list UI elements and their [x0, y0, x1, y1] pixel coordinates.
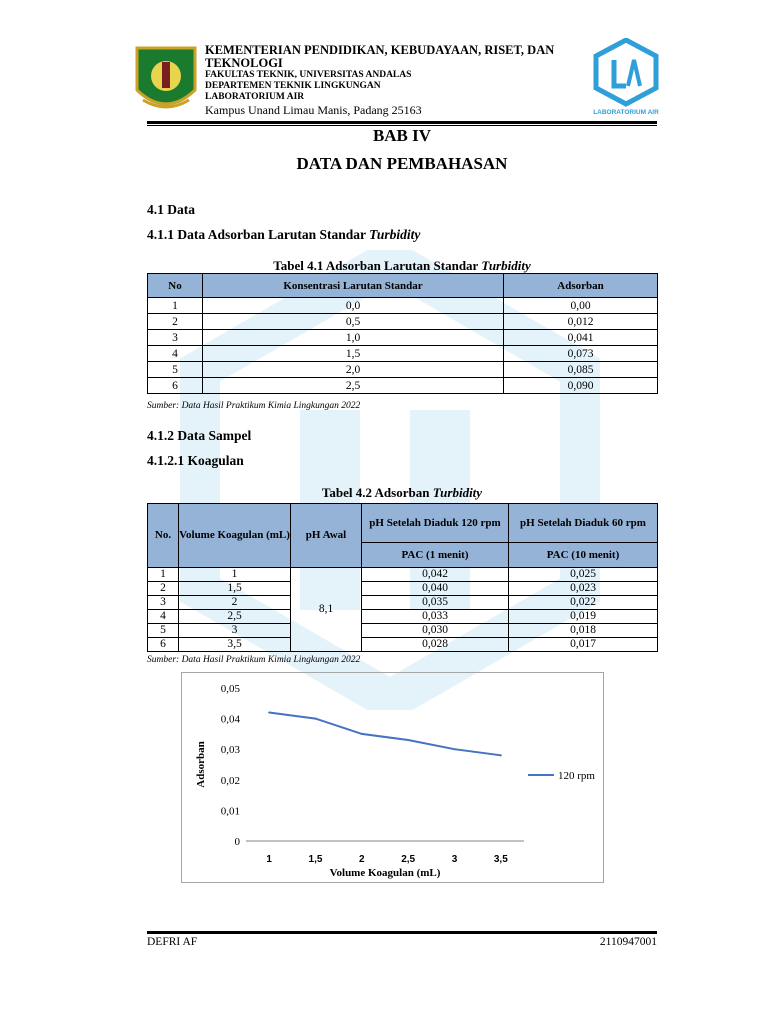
table-cell: 3 — [148, 596, 179, 610]
data-point — [454, 748, 456, 750]
y-axis-label: Adsorban — [195, 741, 207, 788]
table-cell: 2 — [179, 596, 291, 610]
data-point — [500, 754, 502, 756]
table-row — [148, 596, 658, 610]
col-no: No — [148, 274, 203, 298]
data-point — [407, 739, 409, 741]
table-cell: 0,030 — [362, 624, 509, 638]
y-tick-label: 0,05 — [220, 683, 240, 695]
table-row — [148, 362, 658, 378]
table-cell: 0,042 — [362, 568, 509, 582]
address: Kampus Unand Limau Manis, Padang 25163 — [205, 103, 422, 117]
x-tick-label: 2,5 — [401, 854, 416, 865]
table-row — [148, 346, 658, 362]
y-tick-label: 0,02 — [220, 774, 240, 787]
y-tick-label: 0,01 — [220, 805, 240, 818]
col-pac-1: PAC (1 menit) — [362, 543, 509, 568]
table-row — [148, 638, 658, 652]
table-row — [148, 582, 658, 596]
table-cell: 0,028 — [362, 638, 509, 652]
x-tick-label: 3,5 — [493, 854, 508, 865]
x-tick-label: 1 — [266, 854, 272, 865]
legend-label: 120 rpm — [558, 770, 595, 782]
table-cell: 2,5 — [179, 610, 291, 624]
col-ph-60: pH Setelah Diaduk 60 rpm — [509, 504, 658, 543]
table-cell: 0,023 — [509, 582, 658, 596]
table-cell: 0,040 — [362, 582, 509, 596]
table2-caption: Tabel 4.2 Adsorban Turbidity — [321, 485, 483, 500]
table-row — [148, 378, 658, 394]
table-cell: 3 — [148, 330, 203, 346]
footer-student-id: 2110947001 — [599, 936, 657, 948]
table-row — [148, 314, 658, 330]
table-cell: 1 — [179, 568, 291, 582]
table-cell: 1 — [148, 298, 203, 314]
table-cell: 0,085 — [504, 362, 658, 378]
chapter-number: BAB IV — [372, 126, 432, 145]
header-divider — [147, 121, 657, 124]
section-4-1-2: 4.1.2 Data Sampel — [147, 428, 252, 443]
table-row — [148, 610, 658, 624]
y-tick-label: 0 — [234, 836, 240, 848]
col-pac-10: PAC (10 menit) — [509, 543, 658, 568]
col-concentration: Konsentrasi Larutan Standar — [203, 274, 504, 298]
table-cell: 5 — [148, 624, 179, 638]
y-tick-label: 0,04 — [220, 713, 240, 726]
col-absorbance: Adsorban — [504, 274, 658, 298]
table-cell: 6 — [148, 638, 179, 652]
lab-logo-caption: LABORATORIUM AIR — [593, 109, 659, 116]
table-cell: 1,5 — [203, 346, 504, 362]
table-row — [148, 298, 658, 314]
table-cell: 3 — [179, 624, 291, 638]
table-cell: 2 — [148, 314, 203, 330]
table-cell: 5 — [148, 362, 203, 378]
section-4-1-1: 4.1.1 Data Adsorban Larutan Standar Turbidity — [147, 227, 421, 242]
footer-divider — [147, 931, 657, 934]
table-row — [148, 330, 658, 346]
table-cell: 1,5 — [179, 582, 291, 596]
col-volume: Volume Koagulan (mL) — [179, 504, 291, 568]
table-cell: 2,0 — [203, 362, 504, 378]
section-4-1-2-1: 4.1.2.1 Koagulan — [147, 453, 244, 468]
table1-source: Sumber: Data Hasil Praktikum Kimia Lingkungan 2022 — [147, 401, 361, 411]
y-tick-label: 0,03 — [220, 744, 240, 757]
x-tick-label: 3 — [451, 854, 458, 865]
table-cell: 0,035 — [362, 596, 509, 610]
table-cell: 4 — [148, 346, 203, 362]
turbidity-absorbance-table — [147, 503, 658, 652]
x-tick-label: 1,5 — [308, 854, 323, 865]
department-name: DEPARTEMEN TEKNIK LINGKUNGAN — [205, 81, 381, 91]
table-cell: 2,5 — [203, 378, 504, 394]
table-cell: 0,5 — [203, 314, 504, 330]
table-cell: 0,041 — [504, 330, 658, 346]
x-tick-label: 2 — [359, 854, 365, 865]
footer-author: DEFRI AF — [147, 936, 198, 948]
standard-absorbance-table — [147, 273, 658, 394]
table-cell: 1,0 — [203, 330, 504, 346]
table-cell: 0,025 — [509, 568, 658, 582]
ministry-name: KEMENTERIAN PENDIDIKAN, KEBUDAYAAN, RISET, DAN TEKNOLOGI — [205, 43, 555, 70]
col-no: No. — [148, 504, 179, 568]
table-cell: 0,00 — [504, 298, 658, 314]
letterhead — [205, 44, 590, 117]
table-row — [148, 624, 658, 638]
series-line — [269, 712, 501, 755]
table-cell: 0,033 — [362, 610, 509, 624]
x-axis-label: Volume Koagulan (mL) — [329, 867, 441, 879]
col-ph-120: pH Setelah Diaduk 120 rpm — [362, 504, 509, 543]
table-cell: 3,5 — [179, 638, 291, 652]
lab-name: LABORATORIUM AIR — [205, 92, 305, 102]
col-ph-awal: pH Awal — [291, 504, 362, 568]
table-cell: 0,0 — [203, 298, 504, 314]
table-cell: 0,012 — [504, 314, 658, 330]
chart-canvas — [182, 673, 603, 882]
data-point — [268, 711, 270, 713]
table-cell: 1 — [148, 568, 179, 582]
table-cell: 0,018 — [509, 624, 658, 638]
table-cell: 2 — [148, 582, 179, 596]
data-point — [361, 733, 363, 735]
table-cell: 0,017 — [509, 638, 658, 652]
section-4-1: 4.1 Data — [147, 202, 195, 217]
table-cell: 0,022 — [509, 596, 658, 610]
data-point — [315, 718, 317, 720]
university-logo-icon — [133, 44, 199, 118]
absorbance-chart — [181, 672, 604, 883]
table-cell: 6 — [148, 378, 203, 394]
table-cell: 0,019 — [509, 610, 658, 624]
chapter-title: DATA DAN PEMBAHASAN — [296, 154, 508, 173]
laboratory-logo-icon — [590, 38, 662, 116]
table-cell: 0,090 — [504, 378, 658, 394]
faculty-name: FAKULTAS TEKNIK, UNIVERSITAS ANDALAS — [205, 70, 412, 80]
table-cell: 4 — [148, 610, 179, 624]
table2-source: Sumber: Data Hasil Praktikum Kimia Lingkungan 2022 — [147, 655, 361, 665]
table1-caption: Tabel 4.1 Adsorban Larutan Standar Turbidity — [273, 258, 531, 273]
ph-awal-cell: 8,1 — [291, 568, 362, 652]
table-row — [148, 568, 658, 582]
table-cell: 0,073 — [504, 346, 658, 362]
